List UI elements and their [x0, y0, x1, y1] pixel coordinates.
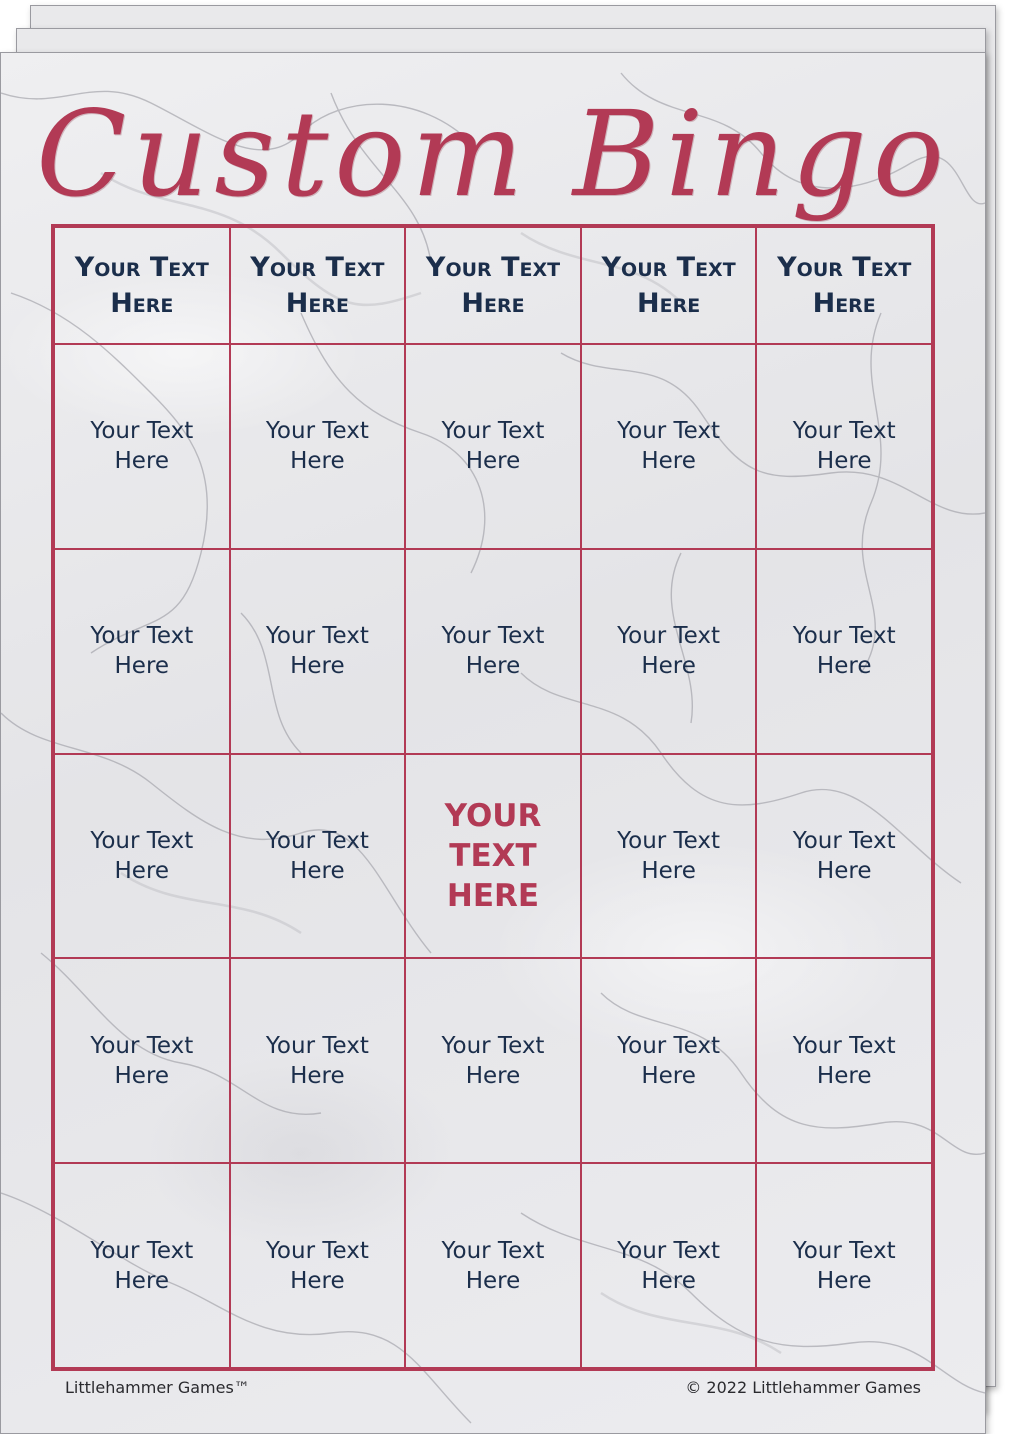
bingo-cell: Your Text Here	[581, 549, 757, 754]
bingo-cell: Your Text Here	[230, 549, 406, 754]
bingo-cell: Your Text Here	[54, 1163, 230, 1368]
bingo-cell: Your Text Here	[230, 754, 406, 959]
card-title: Custom Bingo	[36, 85, 950, 223]
bingo-cell: Your Text Here	[756, 344, 932, 549]
bingo-cell: Your Text Here	[405, 549, 581, 754]
bingo-cell: Your Text Here	[756, 549, 932, 754]
header-cell: Your Text Here	[756, 227, 932, 344]
free-space-cell: YOUR TEXT HERE	[405, 754, 581, 959]
bingo-cell: Your Text Here	[230, 1163, 406, 1368]
bingo-cell: Your Text Here	[230, 344, 406, 549]
header-cell: Your Text Here	[54, 227, 230, 344]
bingo-cell: Your Text Here	[581, 754, 757, 959]
bingo-cell: Your Text Here	[405, 958, 581, 1163]
bingo-cell: Your Text Here	[581, 344, 757, 549]
header-cell: Your Text Here	[581, 227, 757, 344]
bingo-cell: Your Text Here	[54, 958, 230, 1163]
bingo-cell: Your Text Here	[230, 958, 406, 1163]
bingo-cell: Your Text Here	[54, 344, 230, 549]
bingo-cell: Your Text Here	[405, 1163, 581, 1368]
bingo-cell: Your Text Here	[756, 958, 932, 1163]
bingo-cell: Your Text Here	[756, 754, 932, 959]
bingo-cell: Your Text Here	[581, 958, 757, 1163]
header-cell: Your Text Here	[405, 227, 581, 344]
footer-copyright: © 2022 Littlehammer Games	[685, 1378, 921, 1397]
footer-brand: Littlehammer Games™	[65, 1378, 250, 1397]
header-cell: Your Text Here	[230, 227, 406, 344]
bingo-cell: Your Text Here	[54, 754, 230, 959]
bingo-cell: Your Text Here	[581, 1163, 757, 1368]
bingo-cell: Your Text Here	[756, 1163, 932, 1368]
bingo-cell: Your Text Here	[405, 344, 581, 549]
bingo-grid	[51, 224, 935, 1371]
bingo-cell: Your Text Here	[54, 549, 230, 754]
bingo-card	[0, 52, 986, 1434]
